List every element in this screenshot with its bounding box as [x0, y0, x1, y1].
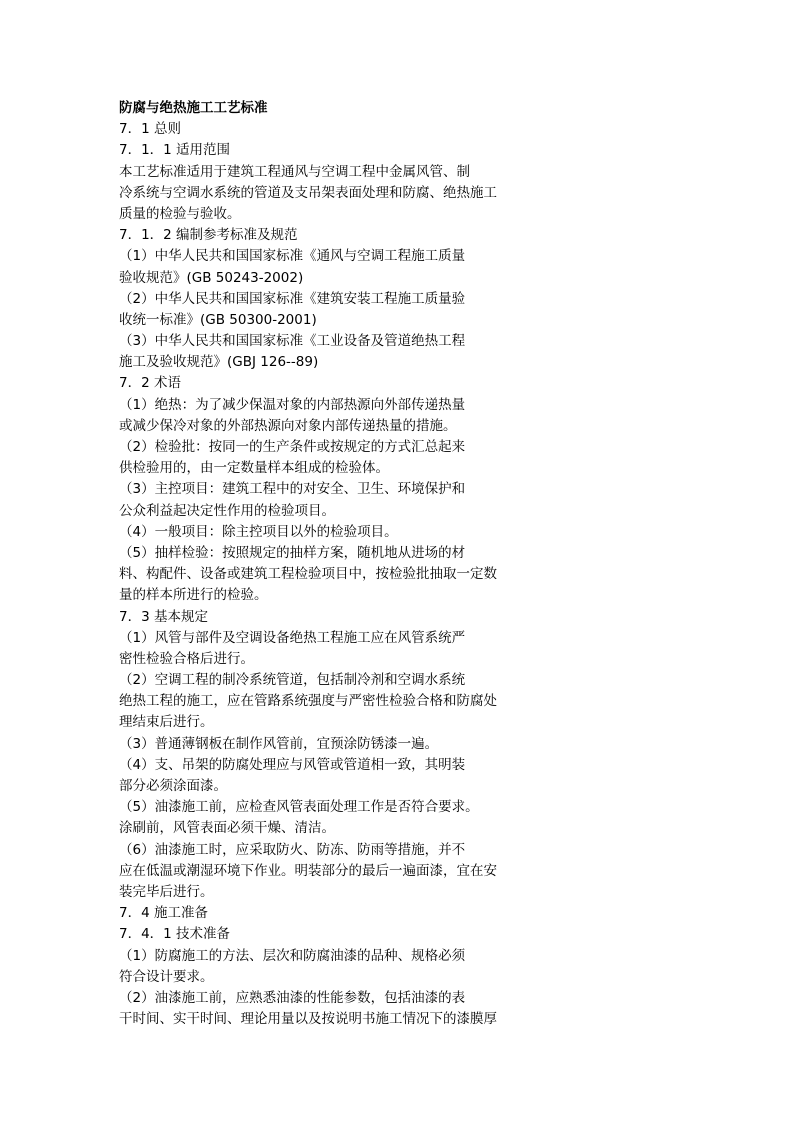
text-line: （1）绝热：为了减少保温对象的内部热源向外部传递热量: [119, 396, 466, 413]
text-line: （2）检验批：按同一的生产条件或按规定的方式汇总起来: [119, 439, 466, 455]
text-line: 供检验用的，由一定数量样本组成的检验体。: [119, 460, 389, 477]
text-line: 收统一标准》(GB 50300-2001): [119, 311, 317, 328]
text-line: 装完毕后进行。: [119, 883, 214, 900]
text-line: 验收规范》(GB 50243-2002): [119, 269, 304, 286]
text-line: 涂刷前，风管表面必须干燥、清洁。: [119, 820, 335, 837]
text-line: 或减少保冷对象的外部热源向对象内部传递热量的措施。: [119, 417, 457, 434]
text-line: 料、构配件、设备或建筑工程检验项目中，按检验批抽取一定数: [119, 566, 497, 583]
text-line: 绝热工程的施工，应在管路系统强度与严密性检验合格和防腐处: [119, 693, 497, 710]
text-line: （3）中华人民共和国国家标准《工业设备及管道绝热工程: [119, 333, 466, 350]
text-line: （1）防腐施工的方法、层次和防腐油漆的品种、规格必须: [119, 947, 466, 964]
text-line: （2）油漆施工前，应熟悉油漆的性能参数，包括油漆的表: [119, 989, 466, 1006]
text-line: 7．4 施工准备: [119, 905, 208, 922]
text-line: 公众利益起决定性作用的检验项目。: [119, 502, 335, 519]
text-line: 施工及验收规范》(GBJ 126--89): [119, 354, 319, 371]
text-line: （2）空调工程的制冷系统管道，包括制冷剂和空调水系统: [119, 672, 466, 689]
text-line: 本工艺标准适用于建筑工程通风与空调工程中金属风管、制: [119, 163, 470, 180]
text-line: 7．2 术语: [119, 375, 181, 392]
text-line: 7．1．1 适用范围: [119, 142, 231, 159]
text-line: 理结束后进行。: [119, 714, 214, 731]
text-line: （4）支、吊架的防腐处理应与风管或管道相一致，其明装: [119, 756, 466, 773]
text-line: （3）普通薄钢板在制作风管前，宜预涂防锈漆一遍。: [119, 735, 439, 752]
document-text: [119, 119, 539, 1030]
document-body: [119, 98, 539, 1030]
text-line: 7．4．1 技术准备: [119, 926, 231, 943]
text-line: （5）抽样检验：按照规定的抽样方案，随机地从进场的材: [119, 544, 466, 561]
text-line: 7．1 总则: [119, 121, 181, 138]
text-line: （3）主控项目：建筑工程中的对安全、卫生、环境保护和: [119, 481, 466, 498]
document-title: 防腐与绝热施工工艺标准: [119, 100, 268, 116]
text-line: （4）一般项目：除主控项目以外的检验项目。: [119, 523, 398, 540]
text-line: （1）中华人民共和国国家标准《通风与空调工程施工质量: [119, 248, 466, 265]
text-line: 7．1．2 编制参考标准及规范: [119, 227, 298, 244]
text-line: （1）风管与部件及空调设备绝热工程施工应在风管系统严: [119, 629, 466, 646]
text-line: 7．3 基本规定: [119, 608, 208, 625]
text-line: 符合设计要求。: [119, 968, 214, 985]
text-line: 质量的检验与验收。: [119, 205, 241, 222]
text-line: 应在低温或潮湿环境下作业。明装部分的最后一遍面漆，宜在安: [119, 862, 497, 879]
text-line: 量的样本所进行的检验。: [119, 587, 268, 604]
text-line: （6）油漆施工时，应采取防火、防冻、防雨等措施，并不: [119, 841, 466, 858]
text-line: 冷系统与空调水系统的管道及支吊架表面处理和防腐、绝热施工: [119, 184, 497, 201]
text-line: （5）油漆施工前，应检查风管表面处理工作是否符合要求。: [119, 799, 479, 816]
text-line: 干时间、实干时间、理论用量以及按说明书施工情况下的漆膜厚: [119, 1011, 497, 1028]
text-line: 密性检验合格后进行。: [119, 650, 254, 667]
text-line: 部分必须涂面漆。: [119, 778, 227, 794]
text-line: （2）中华人民共和国国家标准《建筑安装工程施工质量验: [119, 290, 466, 307]
